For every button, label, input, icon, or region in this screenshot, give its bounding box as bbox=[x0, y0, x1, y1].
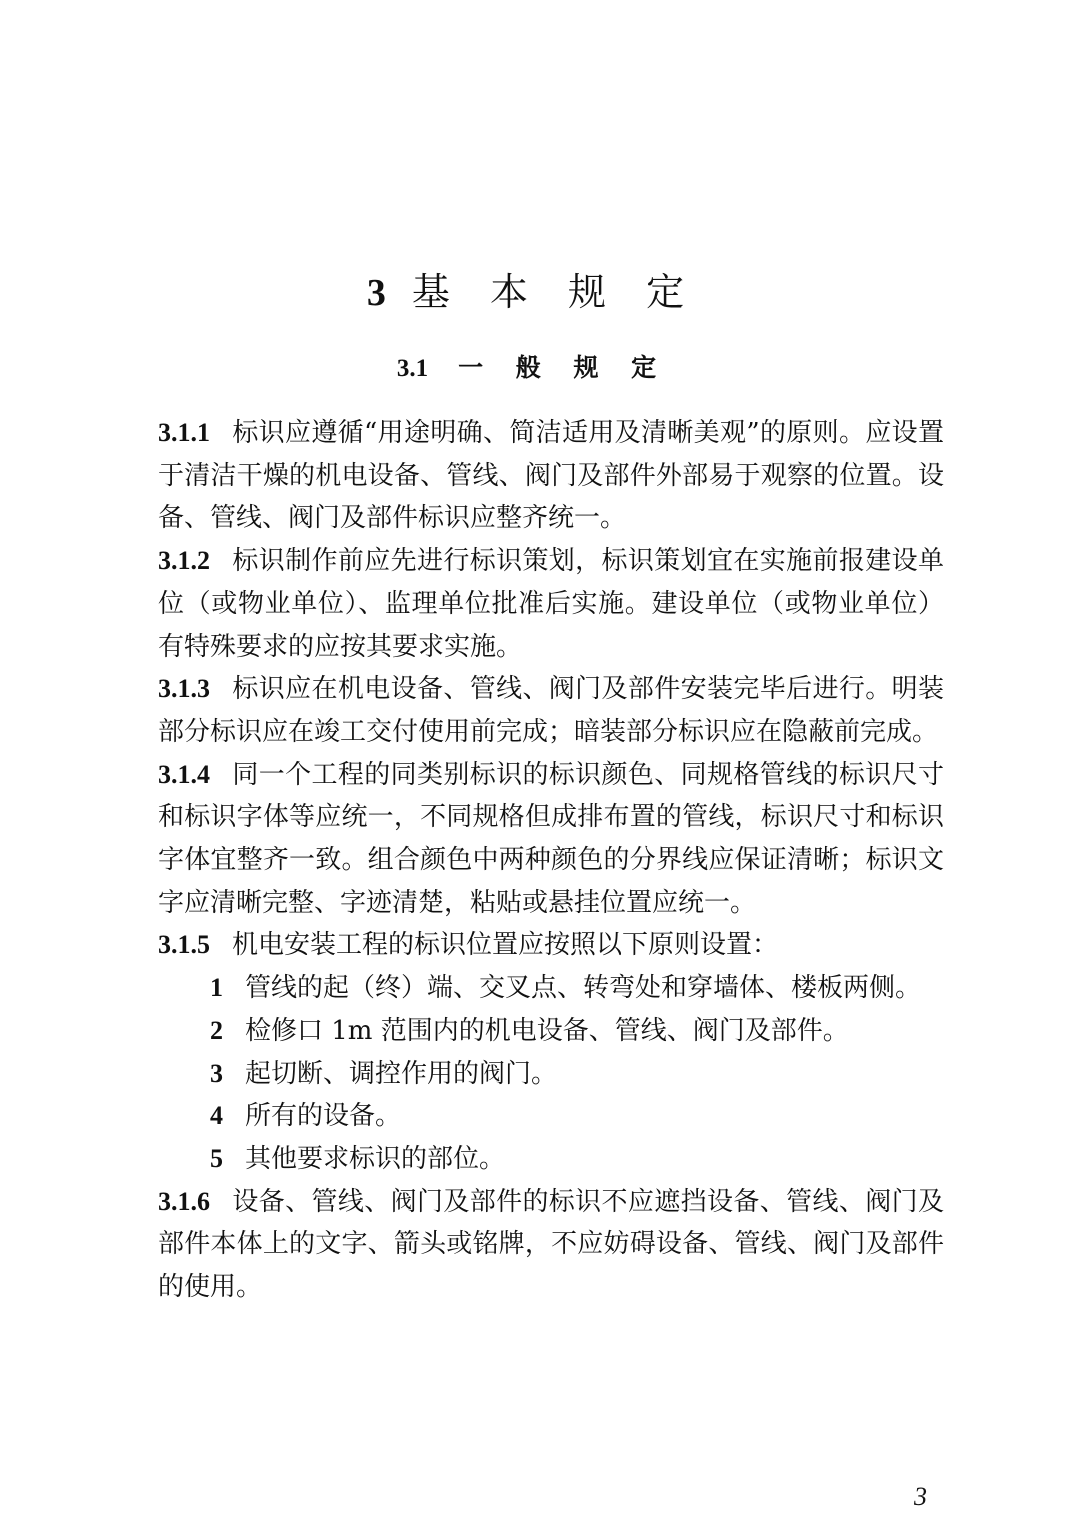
clause-number: 3.1.4 bbox=[158, 759, 210, 789]
section-title-text: 一 般 规 定 bbox=[458, 353, 669, 382]
clause-number: 3.1.2 bbox=[158, 546, 210, 576]
page-number: 3 bbox=[914, 1482, 927, 1511]
item-text: 检修口 1m 范围内的机电设备、管线、阀门及部件。 bbox=[245, 1015, 849, 1046]
item-number: 4 bbox=[210, 1101, 223, 1131]
list-item bbox=[158, 967, 944, 1010]
chapter-title bbox=[0, 262, 1065, 323]
chapter-number: 3 bbox=[366, 272, 386, 314]
item-text: 管线的起（终）端、交叉点、转弯处和穿墙体、楼板两侧。 bbox=[245, 973, 922, 1004]
clause-text: 标识制作前应先进行标识策划，标识策划宜在实施前报建设单位（或物业单位）、监理单位批准后实施。建设单位（或物业单位）有特殊要求的应按其要求实施。 bbox=[158, 546, 944, 662]
clause-text: 机电安装工程的标识位置应按照以下原则设置： bbox=[232, 930, 779, 961]
item-number: 2 bbox=[210, 1015, 223, 1045]
list-item bbox=[158, 1138, 944, 1181]
item-text: 起切断、调控作用的阀门。 bbox=[245, 1058, 558, 1089]
clause-text: 标识应遵循“用途明确、简洁适用及清晰美观”的原则。应设置于清洁干燥的机电设备、管线、阀门及部件外部易于观察的位置。设备、管线、阀门及部件标识应整齐统一。 bbox=[158, 418, 944, 534]
section-title bbox=[0, 348, 1065, 389]
clause-3-1-2 bbox=[158, 540, 944, 668]
clause-3-1-3 bbox=[158, 668, 944, 753]
list-item bbox=[158, 1095, 944, 1138]
clause-3-1-6 bbox=[158, 1181, 944, 1309]
list-item bbox=[158, 1053, 944, 1096]
item-text: 其他要求标识的部位。 bbox=[245, 1143, 506, 1174]
clause-text: 标识应在机电设备、管线、阀门及部件安装完毕后进行。明装部分标识应在竣工交付使用前完成；暗装部分标识应在隐蔽前完成。 bbox=[158, 674, 944, 747]
clause-number: 3.1.1 bbox=[158, 418, 210, 447]
clause-text: 同一个工程的同类别标识的标识颜色、同规格管线的标识尺寸和标识字体等应统一，不同规格但成排布置的管线，标识尺寸和标识字体宜整齐一致。组合颜色中两种颜色的分界线应保证清晰；标识文字应清晰完整、字迹清楚，粘贴或悬挂位置应统一。 bbox=[158, 759, 944, 918]
chapter-title-text: 基 本 规 定 bbox=[411, 270, 699, 314]
clause-text: 设备、管线、阀门及部件的标识不应遮挡设备、管线、阀门及部件本体上的文字、箭头或铭牌，不应妨碍设备、管线、阀门及部件的使用。 bbox=[158, 1186, 944, 1303]
clause-body bbox=[158, 412, 944, 1309]
list-item bbox=[158, 1010, 944, 1053]
clause-3-1-5 bbox=[158, 924, 944, 967]
item-number: 1 bbox=[210, 973, 223, 1003]
clause-3-1-4 bbox=[158, 754, 944, 925]
item-number: 5 bbox=[210, 1143, 223, 1173]
clause-number: 3.1.6 bbox=[158, 1186, 210, 1216]
item-text: 所有的设备。 bbox=[245, 1101, 402, 1132]
item-number: 3 bbox=[210, 1058, 223, 1088]
clause-number: 3.1.3 bbox=[158, 674, 210, 704]
clause-number: 3.1.5 bbox=[158, 930, 210, 960]
clause-3-1-1 bbox=[158, 412, 944, 540]
section-number: 3.1 bbox=[396, 355, 429, 382]
